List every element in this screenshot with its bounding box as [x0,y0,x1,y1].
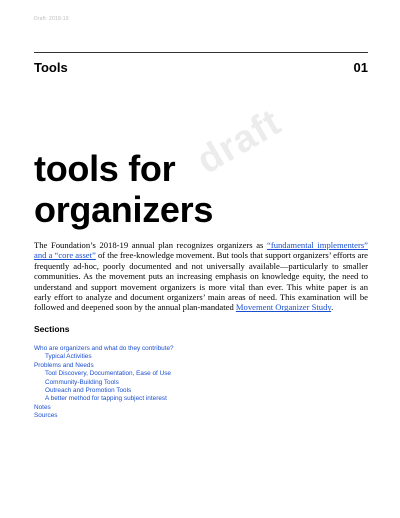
fundamental-implementers-link[interactable]: “fundamental implementers” and a “core asset” [34,240,368,261]
page-title-line-2: organizers [34,189,214,230]
toc-link[interactable]: Outreach and Promotion Tools [45,387,132,395]
page-title-line-1: tools for [34,148,176,189]
intro-text-2: of the free-knowledge movement. But tools that support organizers’ efforts are frequently ad-hoc, poorly documented and not universally available—particularly to smaller communities. As the movement puts an increasing emphasis on knowledge equity, the need to understand and support movement organizers is more vital than ever. This white paper is an early effort to analyze and document organizers’ main areas of need. This examination will be followed and deepened soon by the annual plan-mandated [34,250,368,313]
section-title: Tools [34,60,68,75]
movement-organizer-study-link[interactable]: Movement Organizer Study [235,302,332,313]
intro-text-3: . [331,302,334,313]
toc-link[interactable]: A better method for tapping subject interest [45,395,167,403]
draft-watermark: draft [190,101,289,183]
section-number: 01 [353,60,368,75]
toc-link[interactable]: Typical Activities [45,353,92,361]
toc-link[interactable]: Community-Building Tools [45,378,119,386]
page-title [34,148,213,230]
intro-paragraph [34,240,368,313]
header-rule [34,52,368,53]
toc-link[interactable]: Notes [34,403,51,411]
toc-link[interactable]: Sources [34,412,58,420]
draft-label: Draft: 2018-19 [34,16,69,22]
sections-list [34,345,174,421]
toc-link[interactable]: Tool Discovery, Documentation, Ease of Use [45,370,171,378]
toc-link[interactable]: Who are organizers and what do they contribute? [34,345,174,352]
toc-link[interactable]: Problems and Needs [34,361,94,369]
intro-text-1: The Foundation’s 2018-19 annual plan recognizes organizers as [34,240,268,250]
sections-heading: Sections [34,324,70,334]
